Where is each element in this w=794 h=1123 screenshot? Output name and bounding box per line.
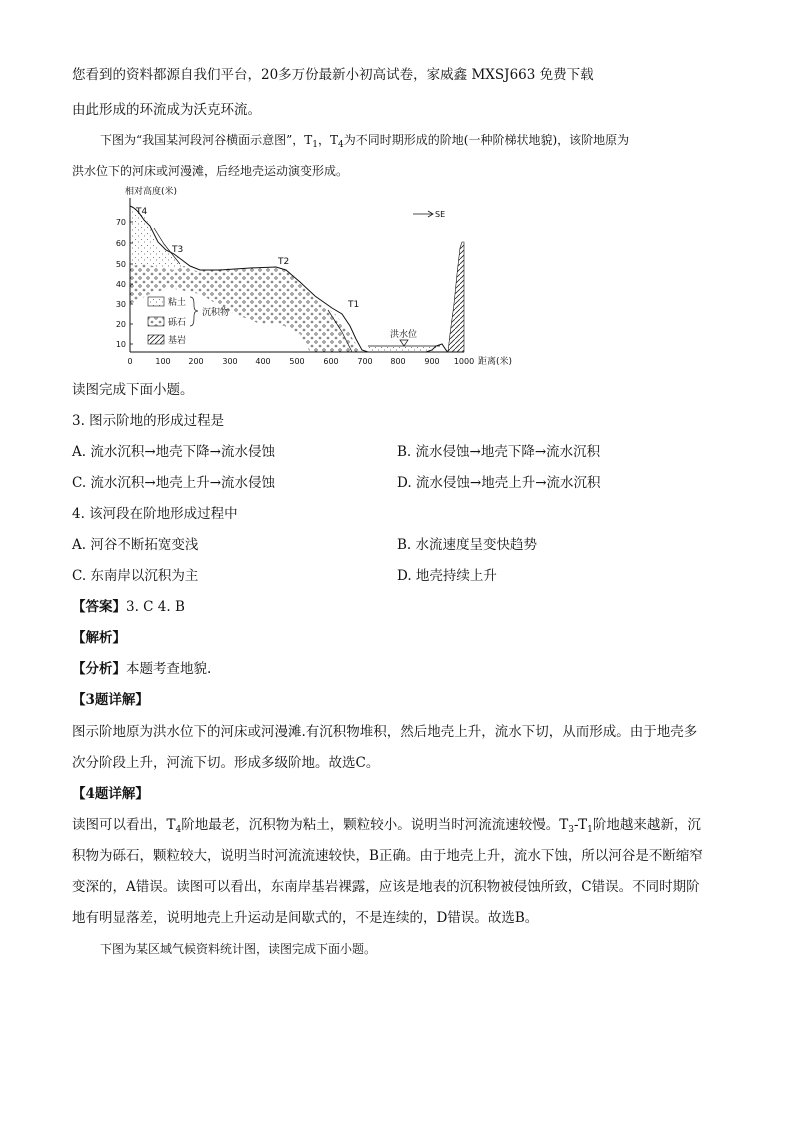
y-tick-40: 40 bbox=[115, 280, 126, 289]
terrace-label-t3: T3 bbox=[172, 245, 184, 255]
answer-label: 【答案】 bbox=[72, 599, 126, 615]
x-tick-900: 900 bbox=[424, 357, 440, 366]
q4-option-c: C. 东南岸以沉积为主 bbox=[72, 568, 199, 584]
legend-swatch-bedrock bbox=[148, 335, 164, 344]
q3-detail-line-2: 次分阶段上升，河流下切。形成多级阶地。故选C。 bbox=[72, 755, 380, 771]
gravel-deposit bbox=[130, 264, 362, 352]
analysis-label: 【解析】 bbox=[72, 630, 126, 646]
direction-label: SE bbox=[435, 210, 446, 219]
terrace-label-t4: T4 bbox=[136, 207, 148, 217]
q4-detail-label: 【4题详解】 bbox=[72, 786, 149, 802]
text-line: 由此形成的环流成为沃克环流。 bbox=[72, 102, 261, 118]
x-tick-1000: 1000 bbox=[453, 357, 475, 366]
y-tick-30: 30 bbox=[115, 300, 126, 309]
fenxi-text: 本题考查地貌. bbox=[126, 661, 212, 677]
legend-swatch-clay bbox=[148, 297, 164, 306]
x-tick-600: 600 bbox=[323, 357, 339, 366]
x-tick-400: 400 bbox=[255, 357, 271, 366]
intro-line-2: 洪水位下的河床或河漫滩，后经地壳运动演变形成。 bbox=[72, 164, 349, 178]
answer-line bbox=[72, 598, 185, 616]
fenxi-line bbox=[72, 660, 211, 678]
q4-option-b: B. 水流速度呈变快趋势 bbox=[397, 537, 538, 553]
legend-brace bbox=[190, 297, 198, 326]
flood-level-marker-icon bbox=[400, 340, 408, 346]
q4-option-d: D. 地壳持续上升 bbox=[397, 568, 497, 584]
q4-detail-line-3: 变深的，A错误。读图可以看出，东南岸基岩裸露，应该是地表的沉积物被侵蚀所致，C错误。不同时期阶 bbox=[72, 879, 700, 895]
x-tick-labels bbox=[127, 357, 474, 366]
q4-detail-line-1: 读图可以看出，$T_4$阶地最老，沉积物为粘土，颗粒较小。说明当时河流流速较慢。$T_3-T_1$阶地越来越新，沉 bbox=[72, 817, 701, 835]
y-tick-50: 50 bbox=[115, 260, 126, 269]
river-bed bbox=[368, 346, 436, 352]
legend-group-label: 沉积物 bbox=[202, 308, 230, 318]
y-tick-70: 70 bbox=[115, 218, 126, 227]
x-tick-200: 200 bbox=[188, 357, 204, 366]
y-tick-60: 60 bbox=[115, 239, 126, 248]
x-tick-800: 800 bbox=[390, 357, 406, 366]
flood-level-label: 洪水位 bbox=[390, 330, 418, 340]
q4-stem: 4. 该河段在阶地形成过程中 bbox=[72, 506, 238, 522]
terrace-label-t2: T2 bbox=[278, 257, 290, 267]
q3-option-c: C. 流水沉积→地壳上升→流水侵蚀 bbox=[72, 475, 276, 491]
direction-arrow-icon bbox=[413, 211, 433, 217]
q3-detail-label: 【3题详解】 bbox=[72, 692, 149, 708]
y-axis-label: 相对高度(米) bbox=[125, 187, 178, 197]
terrace-label-t1: T1 bbox=[348, 300, 360, 310]
y-tick-labels bbox=[116, 218, 126, 349]
x-tick-100: 100 bbox=[155, 357, 171, 366]
river-valley-cross-section-figure bbox=[110, 184, 530, 370]
x-tick-300: 300 bbox=[222, 357, 238, 366]
y-tick-20: 20 bbox=[115, 320, 126, 329]
legend-label-gravel: 砾石 bbox=[168, 318, 187, 328]
y-tick-10: 10 bbox=[115, 340, 126, 349]
legend-swatch-gravel bbox=[148, 317, 164, 326]
q4-detail-line-2: 积物为砾石，颗粒较大，说明当时河流流速较快，B正确。由于地壳上升，流水下蚀，所以河谷是不断缩窄 bbox=[72, 848, 703, 864]
x-tick-500: 500 bbox=[289, 357, 305, 366]
q3-option-a: A. 流水沉积→地壳下降→流水侵蚀 bbox=[72, 444, 275, 460]
header-line: 您看到的资料都源自我们平台，20多万份最新小初高试卷，家威鑫 MXSJ663 免费下载 bbox=[72, 67, 594, 83]
x-tick-0: 0 bbox=[127, 357, 133, 366]
q3-detail-line-1: 图示阶地原为洪水位下的河床或河漫滩.有沉积物堆积，然后地壳上升，流水下切，从而形成。由于地壳多 bbox=[72, 724, 698, 740]
next-question-intro: 下图为某区域气候资料统计图，读图完成下面小题。 bbox=[100, 942, 377, 956]
q4-detail-line-4: 地有明显落差，说明地壳上升运动是间歇式的，不是连续的，D错误。故选B。 bbox=[72, 910, 539, 926]
x-tick-700: 700 bbox=[357, 357, 373, 366]
intro-line-1: 下图为“我国某河段河谷横面示意图”，$T_1$，$T_4$为不同时期形成的阶地(一种阶梯状地貌)，该阶地原为 bbox=[100, 133, 630, 150]
bedrock bbox=[448, 242, 464, 352]
x-axis-label: 距离(米) bbox=[478, 357, 513, 367]
legend-label-clay: 粘土 bbox=[168, 298, 187, 308]
q4-option-a: A. 河谷不断拓宽变浅 bbox=[72, 537, 199, 553]
legend-label-bedrock: 基岩 bbox=[168, 336, 187, 346]
answer-text: 3. C 4. B bbox=[126, 599, 185, 615]
read-prompt: 读图完成下面小题。 bbox=[72, 382, 194, 398]
q3-option-d: D. 流水侵蚀→地壳上升→流水沉积 bbox=[397, 475, 601, 491]
fenxi-label: 【分析】 bbox=[72, 661, 126, 677]
q3-stem: 3. 图示阶地的形成过程是 bbox=[72, 413, 225, 429]
q3-option-b: B. 流水侵蚀→地壳下降→流水沉积 bbox=[397, 444, 601, 460]
